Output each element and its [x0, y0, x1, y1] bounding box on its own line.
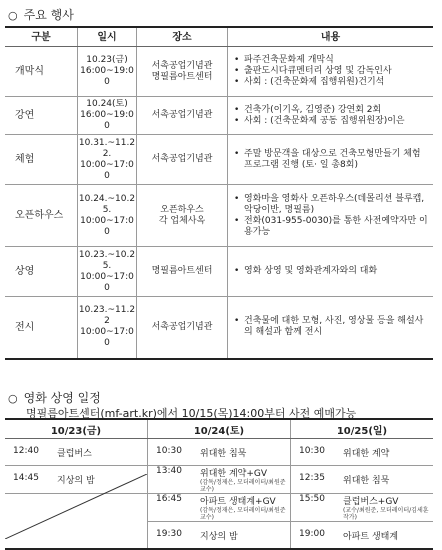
film-title: 클럽버스: [57, 448, 92, 459]
event-content-text: 건축가(이기옥, 김영준) 강연회 2회: [244, 104, 382, 115]
event-date-line: 16:00~19:0: [80, 66, 134, 76]
film-entry: [148, 466, 290, 493]
screening-cell: [291, 494, 434, 522]
event-place-line: 명필름아트센터: [151, 71, 213, 82]
event-date-line: 10.23(금): [86, 55, 128, 65]
film-title: 아파트 생태계: [343, 531, 399, 542]
event-place: [137, 97, 228, 135]
event-content-text: 주말 방문객을 대상으로 건축모형만들기 체험프로그램 진행 (토· 일 총8회): [244, 148, 421, 170]
event-date: [78, 135, 137, 185]
event-place-line: 서촉공업기념관: [151, 110, 213, 120]
film-time: 12:40: [13, 445, 39, 456]
film-title: 지상의 밤: [57, 476, 95, 486]
film-time: 15:50: [299, 494, 325, 504]
event-place: [137, 297, 228, 359]
screening-cell: [291, 439, 434, 466]
bullet-icon: •: [234, 266, 240, 276]
event-row: [5, 185, 433, 247]
screening-cell: [291, 466, 434, 494]
event-date-line: 0: [104, 338, 110, 349]
event-row: [5, 47, 433, 97]
film-entry: [291, 473, 433, 486]
section-title-screening: [8, 389, 101, 406]
film-entry: [148, 529, 290, 542]
events-table: [5, 26, 433, 360]
header-place: 장소: [137, 27, 228, 47]
section-title-text: 영화 상영 일정: [23, 391, 101, 405]
event-content-text: 영화 상영 및 영화관계자와의 대화: [244, 266, 378, 276]
event-content-item: [234, 105, 429, 116]
header-day-2: 10/24(토): [148, 419, 291, 439]
film-time: 10:30: [299, 445, 325, 456]
screening-cell: [148, 494, 291, 522]
event-type: 강연: [5, 97, 78, 135]
event-content-item: [234, 149, 429, 171]
film-time: 12:35: [299, 473, 325, 483]
event-row: [5, 97, 433, 135]
header-day-1: 10/23(금): [5, 419, 148, 439]
event-date-line: 10.24(토): [86, 99, 128, 109]
film-time: 14:45: [13, 473, 39, 483]
header-type: 구분: [5, 27, 78, 47]
event-content-item: [234, 194, 429, 216]
section-title-main-events: [8, 6, 74, 23]
film-title-wrap: [200, 494, 290, 521]
film-entry: [291, 529, 433, 542]
event-date-line: 10:00~17:0: [80, 215, 134, 226]
event-place-line: 오픈하우스: [160, 204, 204, 215]
event-date-line: 5.: [102, 260, 112, 271]
film-title: 위대한 침묵: [343, 476, 390, 486]
film-entry: [5, 446, 147, 459]
film-title: 위대한 침묵: [200, 448, 247, 459]
event-place-line: 서촉공업기념관: [151, 154, 213, 164]
screening-cell: [148, 439, 291, 466]
event-date-line: 10.31.~11.2: [78, 137, 136, 148]
event-content-item: [234, 266, 429, 277]
event-date-line: 16:00~19:0: [80, 110, 134, 120]
film-note: (교수/최원준, 모더레이터/김세훈작가): [343, 507, 429, 521]
screening-row: [5, 439, 433, 466]
event-row: [5, 247, 433, 297]
event-type: 체험: [5, 135, 78, 185]
event-content-item: [234, 77, 429, 88]
event-content-text: 전화(031-955-0030)를 통한 사전예약자만 이용가능: [244, 215, 428, 237]
bullet-icon: •: [234, 193, 240, 204]
event-row: [5, 135, 433, 185]
section-bullet: ○: [8, 9, 18, 22]
film-entry: [148, 446, 290, 459]
header-content: 내용: [228, 27, 434, 47]
bullet-icon: •: [234, 215, 240, 226]
header-day-3: 10/25(일): [291, 419, 434, 439]
event-date: [78, 97, 137, 135]
event-content: [228, 47, 434, 97]
event-content-item: [234, 55, 429, 66]
bullet-icon: •: [234, 66, 240, 76]
event-content: [228, 97, 434, 135]
event-date: [78, 47, 137, 97]
event-date-line: 0: [104, 121, 110, 131]
bullet-icon: •: [234, 148, 240, 159]
bullet-icon: •: [234, 55, 240, 65]
event-date: [78, 185, 137, 247]
screening-cell: [291, 522, 434, 550]
empty-cell-diagonal: [5, 474, 147, 539]
event-date-line: 10.23.~11.2: [78, 305, 136, 316]
event-date-line: 0: [104, 282, 110, 293]
event-place-line: 서촉공업기념관: [151, 321, 213, 332]
event-content-text: 사회 : (건축문화제 공동 집행위원장)이은: [244, 115, 405, 126]
film-title-wrap: [200, 529, 290, 542]
event-date: [78, 297, 137, 359]
film-time: 19:30: [156, 528, 182, 539]
event-place-line: 명필름아트센터: [151, 266, 213, 276]
screening-header-row: [5, 419, 433, 439]
film-title: 지상의 밤: [200, 531, 238, 542]
film-time: 10:30: [156, 445, 182, 456]
film-title-wrap: [200, 466, 290, 493]
event-content-item: [234, 116, 429, 127]
event-content-text: 사회 : (건축문화제 집행위원)건기석: [244, 77, 385, 87]
event-place: [137, 247, 228, 297]
event-place: [137, 185, 228, 247]
screening-cell: [5, 439, 148, 466]
screening-subtitle: 명필름아트센터(mf-art.kr)에서 10/15(목)14:00부터 사전 예매가능: [26, 407, 357, 420]
film-entry: [291, 494, 433, 521]
film-title: 아파트 생태계+GV: [200, 497, 276, 507]
event-place-line: 각 업체사옥: [158, 215, 206, 226]
event-date-line: 10.23.~10.2: [78, 249, 136, 260]
event-date-line: 0: [104, 170, 110, 181]
event-content-item: [234, 216, 429, 238]
event-content-text: 건축물에 대한 모형, 사진, 영상물 등을 해설사의 해설과 함께 전시: [244, 316, 424, 338]
event-content: [228, 185, 434, 247]
event-content: [228, 297, 434, 359]
event-date-line: 10:00~17:0: [80, 271, 134, 282]
event-type: 상영: [5, 247, 78, 297]
film-title-wrap: [343, 473, 433, 486]
event-date-line: 2: [104, 316, 110, 327]
screening-cell: [148, 522, 291, 550]
event-content-item: [234, 66, 429, 77]
event-date-line: 10:00~17:0: [80, 327, 134, 338]
film-entry: [291, 446, 433, 459]
event-type: 개막식: [5, 47, 78, 97]
film-title: 클럽버스+GV: [343, 497, 399, 507]
film-note: (감독/정재은, 모더레이터/최원준교수): [200, 507, 286, 521]
bullet-icon: •: [234, 77, 240, 87]
event-date-line: 2.: [102, 148, 112, 159]
event-content-text: 출판도시다큐멘터리 상영 및 감독인사: [244, 66, 392, 76]
event-content: [228, 247, 434, 297]
event-content: [228, 135, 434, 185]
section-title-text: 주요 행사: [23, 8, 74, 22]
event-place: [137, 135, 228, 185]
film-title: 위대한 계약: [343, 448, 390, 459]
bullet-icon: •: [234, 115, 240, 126]
event-date-line: 10.24.~10.2: [78, 193, 136, 204]
bullet-icon: •: [234, 316, 240, 327]
section-bullet: ○: [8, 392, 18, 405]
event-content-item: [234, 316, 429, 338]
film-time: 16:45: [156, 494, 182, 504]
events-header-row: [5, 27, 433, 47]
event-type: 오픈하우스: [5, 185, 78, 247]
film-note: (감독/정제은, 모더레이터/최원준교수): [200, 479, 286, 493]
film-title-wrap: [200, 446, 290, 459]
film-time: 19:00: [299, 528, 325, 539]
event-row: [5, 297, 433, 359]
event-content-text: 영화마을 영화사 오픈하우스(데몰리션 블루캡, 악당이반, 명필름): [244, 193, 425, 215]
film-title: 위대한 계약+GV: [200, 469, 268, 479]
event-date-line: 0: [104, 226, 110, 237]
header-date: 일시: [78, 27, 137, 47]
event-place-line: 서촉공업기념관: [151, 60, 213, 71]
event-date: [78, 247, 137, 297]
event-content-text: 파주건축문화제 개막식: [244, 55, 334, 65]
event-type: 전시: [5, 297, 78, 359]
event-date-line: 5.: [102, 204, 112, 215]
film-entry: [148, 494, 290, 521]
screening-cell: [148, 466, 291, 494]
film-title-wrap: [57, 446, 147, 459]
event-date-line: 0: [104, 77, 110, 87]
film-title-wrap: [343, 494, 433, 521]
film-title-wrap: [343, 529, 433, 542]
event-date-line: 10:00~17:0: [80, 159, 134, 170]
film-title-wrap: [343, 446, 433, 459]
film-time: 13:40: [156, 466, 182, 476]
bullet-icon: •: [234, 104, 240, 115]
event-place: [137, 47, 228, 97]
